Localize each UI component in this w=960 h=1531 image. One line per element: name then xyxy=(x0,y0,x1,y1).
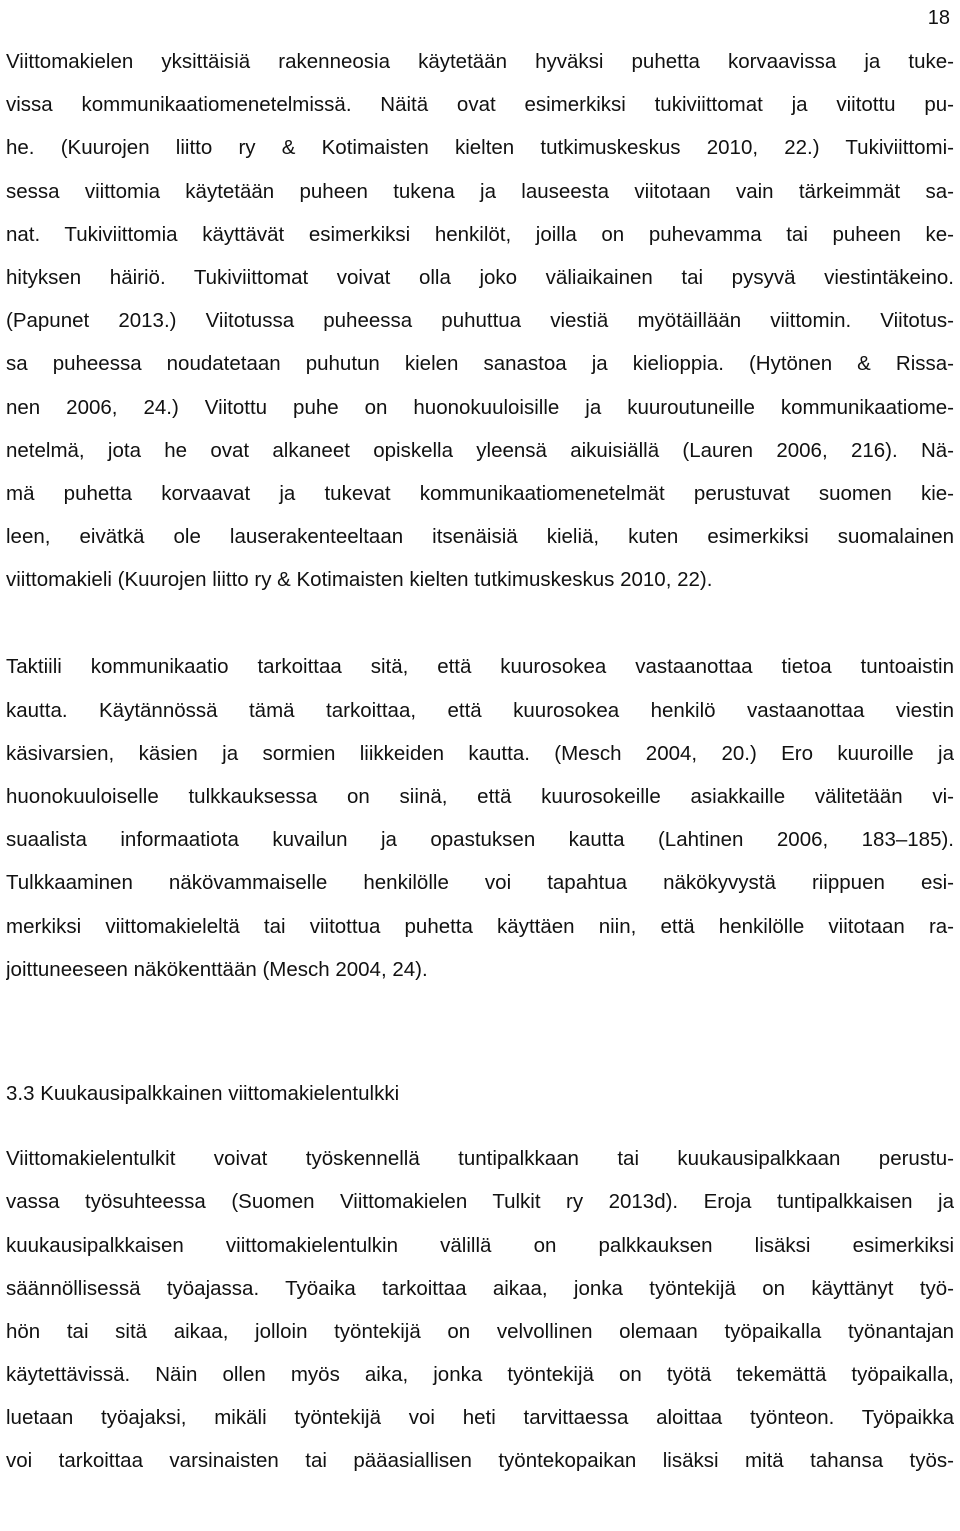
text-line: voi tarkoittaa varsinaisten tai pääasiallisen työntekopaikan lisäksi mitä tahansa työs- xyxy=(6,1449,954,1473)
text-line: nen 2006, 24.) Viitottu puhe on huonokuuloisille ja kuuroutuneille kommunikaatiome- xyxy=(6,395,954,419)
paragraph-monthly-salaried-interpreter xyxy=(6,1137,954,1483)
text-line: vassa työsuhteessa (Suomen Viittomakielen Tulkit ry 2013d). Eroja tuntipalkkaisen ja xyxy=(6,1190,954,1214)
text-line: (Papunet 2013.) Viitotussa puheessa puhuttua viestiä myötäillään viittomin. Viitotus- xyxy=(6,309,954,333)
text-line: mä puhetta korvaavat ja tukevat kommunikaatiomenetelmät perustuvat suomen kie- xyxy=(6,481,954,505)
page-content xyxy=(6,40,954,1483)
text-line: nat. Tukiviittomia käyttävät esimerkiksi henkilöt, joilla on puhevamma tai puheen ke- xyxy=(6,222,954,246)
text-line: merkiksi viittomakieleltä tai viitottua puhetta käyttäen niin, että henkilölle viitotaan ra- xyxy=(6,914,954,938)
paragraph-sign-language-methods xyxy=(6,40,954,601)
paragraph-tactile-communication xyxy=(6,645,954,991)
text-line: hityksen häiriö. Tukiviittomat voivat olla joko väliaikainen tai pysyvä viestintäkeino. xyxy=(6,265,954,289)
text-line: kuukausipalkkaisen viittomakielentulkin välillä on palkkauksen lisäksi esimerkiksi xyxy=(6,1233,954,1257)
text-line: hön tai sitä aikaa, jolloin työntekijä on velvollinen olemaan työpaikalla työnantajan xyxy=(6,1319,954,1343)
text-line: kautta. Käytännössä tämä tarkoittaa, että kuurosokea henkilö vastaanottaa viestin xyxy=(6,698,954,722)
text-line: joittuneeseen näkökenttään (Mesch 2004, 24). xyxy=(6,957,428,981)
text-line: käytettävissä. Näin ollen myös aika, jonka työntekijä on työtä tekemättä työpaikalla, xyxy=(6,1363,954,1387)
page-number: 18 xyxy=(927,7,950,29)
text-line: Viittomakielen yksittäisiä rakenneosia käytetään hyväksi puhetta korvaavissa ja tuke- xyxy=(6,50,954,73)
text-line: säännöllisessä työajassa. Työaika tarkoittaa aikaa, jonka työntekijä on käyttänyt työ- xyxy=(6,1276,954,1300)
text-line: luetaan työajaksi, mikäli työntekijä voi heti tarvittaessa aloittaa työnteon. Työpaikka xyxy=(6,1406,954,1430)
text-line: käsivarsien, käsien ja sormien liikkeiden kautta. (Mesch 2004, 20.) Ero kuuroille ja xyxy=(6,741,954,765)
text-line: netelmä, jota he ovat alkaneet opiskella yleensä aikuisiällä (Lauren 2006, 216). Nä- xyxy=(6,438,954,462)
text-line: Viittomakielentulkit voivat työskennellä tuntipalkkaan tai kuukausipalkkaan perustu- xyxy=(6,1147,954,1171)
text-line: Tulkkaaminen näkövammaiselle henkilölle voi tapahtua näkökyvystä riippuen esi- xyxy=(6,871,954,895)
text-line: sessa viittomia käytetään puheen tukena ja lauseesta viitotaan vain tärkeimmät sa- xyxy=(6,179,954,203)
text-line: vissa kommunikaatiomenetelmissä. Näitä ovat esimerkiksi tukiviittomat ja viitottu pu- xyxy=(6,93,954,117)
text-line: sa puheessa noudatetaan puhutun kielen sanastoa ja kielioppia. (Hytönen & Rissa- xyxy=(6,352,954,376)
text-line: huonokuuloiselle tulkkauksessa on siinä, että kuurosokeille asiakkaille välitetään vi- xyxy=(6,785,954,808)
text-line: viittomakieli (Kuurojen liitto ry & Kotimaisten kielten tutkimuskeskus 2010, 22). xyxy=(6,568,713,592)
section-heading: 3.3 Kuukausipalkkainen viittomakielentulkki xyxy=(6,1081,400,1105)
text-line: suaalista informaatiota kuvailun ja opastuksen kautta (Lahtinen 2006, 183–185). xyxy=(6,828,954,852)
text-line: Taktiili kommunikaatio tarkoittaa sitä, että kuurosokea vastaanottaa tietoa tuntoaistin xyxy=(6,655,954,679)
text-line: leen, eivätkä ole lauserakenteeltaan itsenäisiä kieliä, kuten esimerkiksi suomalainen xyxy=(6,525,954,549)
text-line: he. (Kuurojen liitto ry & Kotimaisten kielten tutkimuskeskus 2010, 22.) Tukiviittomi- xyxy=(6,136,954,160)
